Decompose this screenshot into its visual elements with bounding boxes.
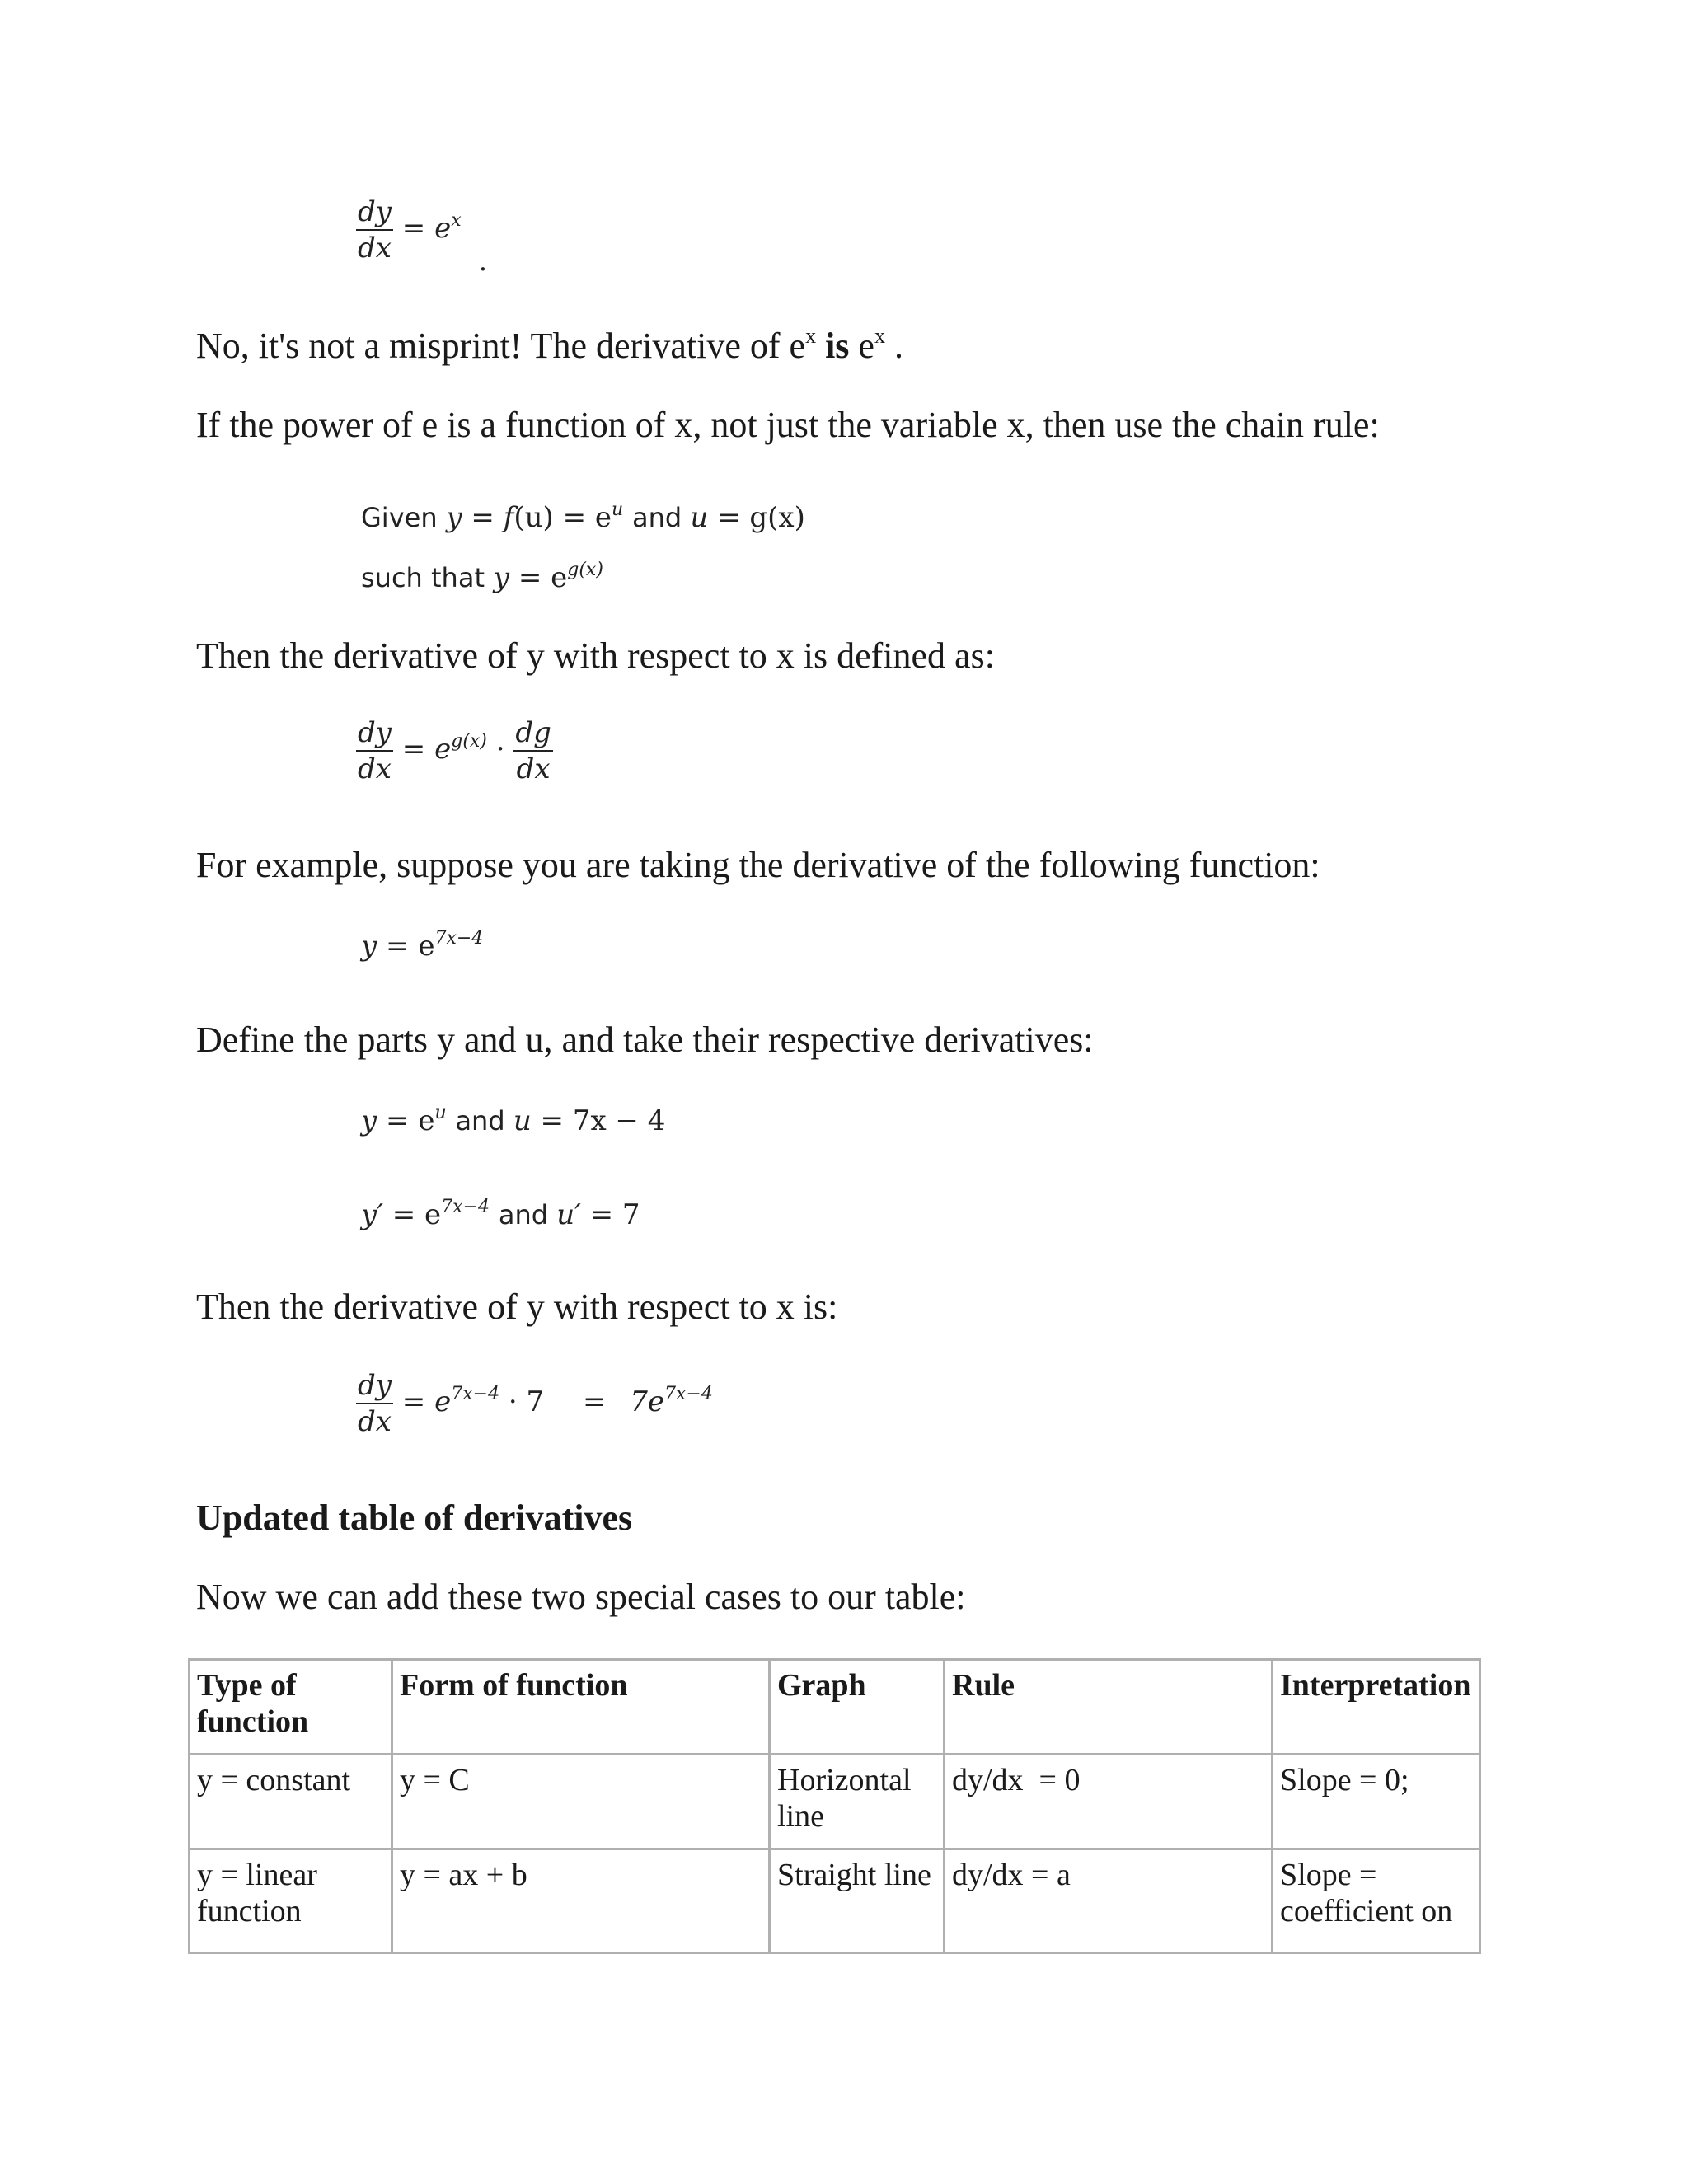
exponent: x bbox=[451, 210, 462, 231]
equals-sign: = bbox=[401, 1385, 426, 1418]
fraction-numerator: dy bbox=[356, 1370, 393, 1404]
cell-type: y = constant bbox=[190, 1755, 392, 1849]
equals-sign: = bbox=[582, 1385, 607, 1418]
exponent: 7x−4 bbox=[441, 1197, 490, 1217]
and-label: and bbox=[631, 502, 691, 533]
and-label: and bbox=[498, 1199, 557, 1230]
func-f: f bbox=[503, 501, 514, 534]
fraction-dg-dx bbox=[513, 717, 553, 785]
table-intro-paragraph: Now we can add these two special cases to our table: bbox=[196, 1577, 966, 1617]
equals-e: = e bbox=[377, 1104, 435, 1137]
equals-gx: = g(x) bbox=[708, 501, 805, 534]
parts-derivative-equation bbox=[361, 1198, 640, 1231]
trailing-period: . bbox=[478, 245, 488, 278]
parts-definition-equation bbox=[361, 1104, 665, 1137]
var-u-prime: u′ bbox=[556, 1198, 581, 1231]
cell-form: y = ax + b bbox=[392, 1849, 770, 1953]
example-intro-paragraph: For example, suppose you are taking the derivative of the following function: bbox=[196, 845, 1320, 885]
exponent-u: u bbox=[434, 1103, 447, 1123]
var-y: y bbox=[361, 1104, 377, 1137]
chain-rule-derivative-equation bbox=[356, 717, 553, 785]
exponent: 7x−4 bbox=[434, 928, 484, 949]
text-segment: . bbox=[884, 326, 903, 366]
equals-e: = e bbox=[382, 1198, 442, 1231]
cell-graph: Straight line bbox=[770, 1849, 945, 1953]
equals-e: = e bbox=[509, 561, 568, 594]
define-parts-paragraph: Define the parts y and u, and take their respective derivatives: bbox=[196, 1019, 1094, 1060]
not-a-misprint-paragraph bbox=[196, 325, 903, 368]
equals-sign: = bbox=[462, 501, 504, 534]
var-y: y bbox=[493, 561, 510, 594]
fraction-dy-dx bbox=[356, 1370, 393, 1437]
fraction-denominator: dx bbox=[358, 1405, 392, 1438]
final-derivative-equation bbox=[356, 1370, 713, 1437]
base-e: e bbox=[434, 1385, 452, 1418]
derivative-result-paragraph: Then the derivative of y with respect to x is: bbox=[196, 1286, 838, 1327]
base-e: e bbox=[434, 733, 452, 766]
equals-e: = e bbox=[377, 930, 435, 963]
coefficient-e: 7e bbox=[630, 1385, 665, 1418]
cell-interpretation: Slope = 0; bbox=[1273, 1755, 1480, 1849]
header-interpretation: Interpretation bbox=[1273, 1660, 1480, 1755]
header-graph: Graph bbox=[770, 1660, 945, 1755]
equals-e: = e bbox=[553, 501, 612, 534]
text-segment: No, it's not a misprint! The derivative of e bbox=[196, 326, 806, 366]
table-row bbox=[190, 1755, 1480, 1849]
var-y: y bbox=[446, 501, 462, 534]
text-segment: e bbox=[849, 326, 874, 366]
var-u: u bbox=[513, 1104, 532, 1137]
var-u: u bbox=[690, 501, 709, 534]
times-seven: · 7 bbox=[499, 1385, 545, 1418]
such-that-line bbox=[361, 550, 805, 610]
exponent-gx: g(x) bbox=[567, 560, 603, 580]
exponent: 7x−4 bbox=[451, 1384, 500, 1404]
such-that-label: such that bbox=[361, 562, 485, 593]
bold-is: is bbox=[816, 326, 850, 366]
chain-rule-definition-equation bbox=[361, 490, 805, 610]
header-rule: Rule bbox=[945, 1660, 1273, 1755]
equals-sign: = bbox=[401, 212, 426, 245]
cell-type: y = linear function bbox=[190, 1849, 392, 1953]
cell-interpretation: Slope = coefficient on bbox=[1273, 1849, 1480, 1953]
exponent-u: u bbox=[612, 499, 624, 520]
rhs: = 7 bbox=[580, 1198, 640, 1231]
multiply-dot: · bbox=[495, 733, 505, 766]
header-type-of-function: Type of function bbox=[190, 1660, 392, 1755]
fraction-numerator: dy bbox=[356, 717, 393, 752]
superscript-x: x bbox=[874, 324, 885, 348]
derivative-of-ex-equation bbox=[356, 195, 488, 278]
cell-rule: dy/dx = a bbox=[945, 1849, 1273, 1953]
arg-u: (u) bbox=[513, 501, 554, 534]
rhs: = 7x − 4 bbox=[531, 1104, 666, 1137]
var-y-prime: y′ bbox=[361, 1198, 383, 1231]
superscript-x: x bbox=[805, 324, 817, 348]
fraction-denominator: dx bbox=[516, 752, 551, 785]
header-form-of-function: Form of function bbox=[392, 1660, 770, 1755]
given-line bbox=[361, 490, 805, 550]
given-label: Given bbox=[361, 502, 438, 533]
fraction-denominator: dx bbox=[358, 752, 392, 785]
example-function-equation bbox=[361, 930, 483, 963]
exponent: 7x−4 bbox=[664, 1384, 713, 1404]
chain-rule-intro-paragraph: If the power of e is a function of x, not just the variable x, then use the chain rule: bbox=[196, 405, 1380, 445]
derivative-defined-paragraph: Then the derivative of y with respect to x is defined as: bbox=[196, 635, 995, 676]
and-label: and bbox=[455, 1105, 513, 1137]
table-header-row bbox=[190, 1660, 1480, 1755]
cell-rule: dy/dx = 0 bbox=[945, 1755, 1273, 1849]
equals-sign: = bbox=[401, 733, 426, 766]
fraction-numerator: dg bbox=[513, 717, 553, 752]
table-row bbox=[190, 1849, 1480, 1953]
fraction-numerator: dy bbox=[356, 196, 393, 231]
fraction-dy-dx bbox=[356, 196, 393, 264]
fraction-denominator: dx bbox=[358, 232, 392, 265]
derivatives-table bbox=[188, 1658, 1481, 1954]
fraction-dy-dx bbox=[356, 717, 393, 785]
exponent-gx: g(x) bbox=[451, 731, 487, 752]
section-heading: Updated table of derivatives bbox=[196, 1497, 633, 1538]
base-e: e bbox=[434, 212, 452, 245]
cell-graph: Horizontal line bbox=[770, 1755, 945, 1849]
cell-form: y = C bbox=[392, 1755, 770, 1849]
var-y: y bbox=[361, 930, 377, 963]
